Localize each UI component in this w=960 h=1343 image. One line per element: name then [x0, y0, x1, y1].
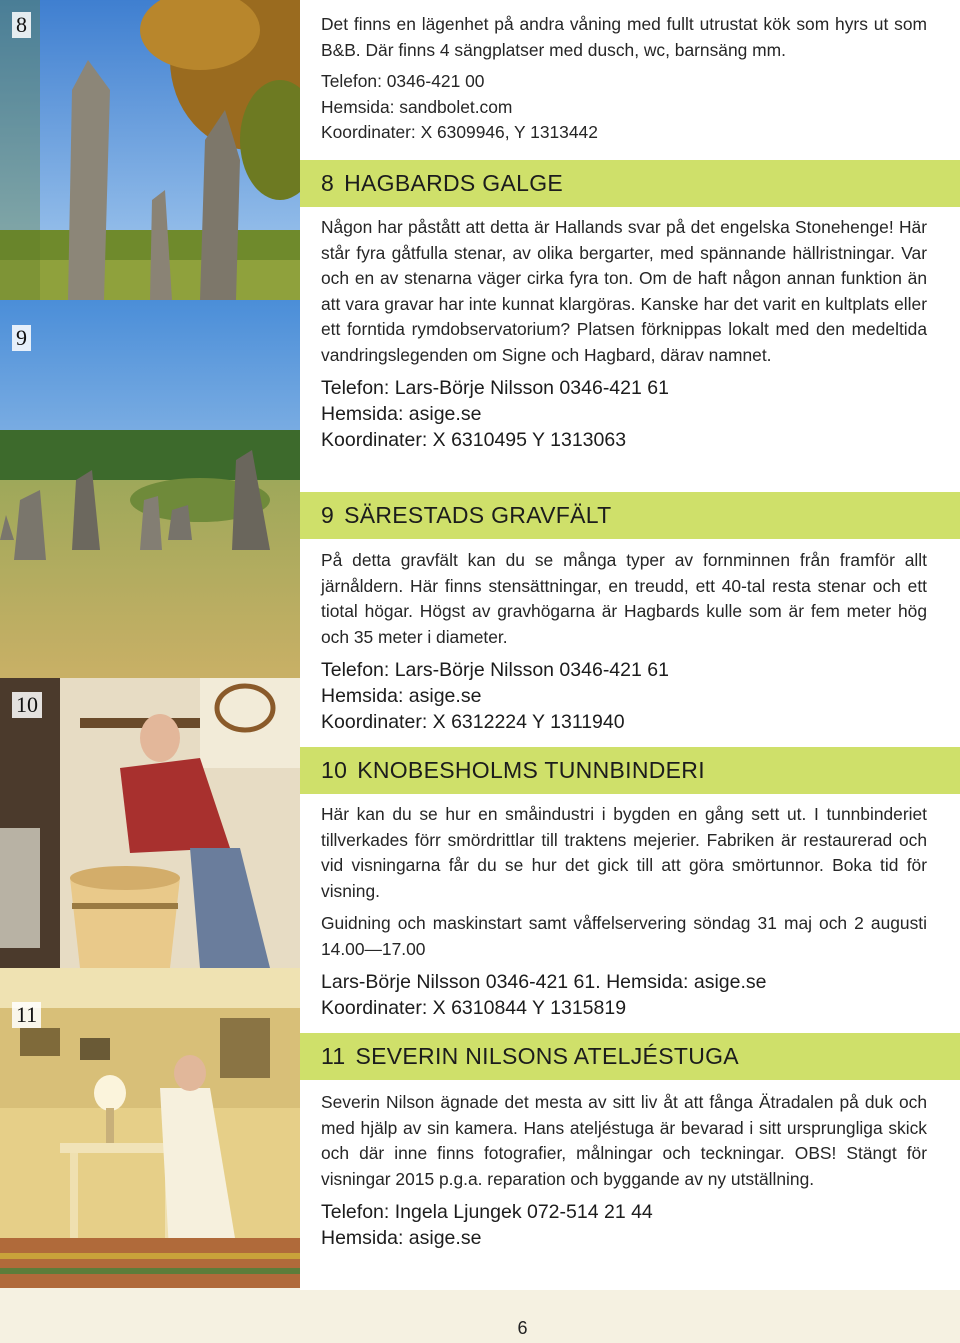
content-column [300, 0, 960, 1290]
section-phone: Lars-Börje Nilsson 0346-421 61. Hemsida: asige.se [321, 971, 767, 993]
section-event-info: Guidning och maskinstart samt våffelservering söndag 31 maj och 2 augusti 14.00—17.00 [321, 913, 927, 959]
section-title: SÄRESTADS GRAVFÄLT [344, 502, 612, 528]
section-title: HAGBARDS GALGE [344, 170, 564, 196]
intro-coordinates: Koordinater: X 6309946, Y 1313442 [321, 122, 598, 142]
section-body-10 [321, 802, 927, 1021]
photo-number: 11 [12, 1002, 41, 1028]
section-coordinates: Koordinater: X 6312224 Y 1311940 [321, 711, 625, 733]
section-number: 8 [321, 170, 335, 196]
section-description: Här kan du se hur en småindustri i bygden en gång sett ut. I tunnbinderiet tillverkades förr smördrittlar till traktens mejerier. Fabriken är restaurerad och vid visningarna får du se hur det gick till att göra smörtunnor. Boka tid för visning. [321, 804, 927, 901]
section-description: Severin Nilson ägnade det mesta av sitt liv åt att fånga Ätradalen på duk och med hjälp av sin kamera. Hans ateljéstuga är bevarad i sitt ursprungliga skick och där inne finns fotografier, målningar och teckningar. OBS! Stängt för visningar 2015 p.g.a. reparation och byggande av ny utställning. [321, 1092, 927, 1189]
intro-text: Det finns en lägenhet på andra våning med fullt utrustat kök som hyrs ut som B&B. Där finns 4 sängplatser med dusch, wc, barnsäng mm. [321, 14, 927, 60]
section-description: På detta gravfält kan du se många typer av fornminnen från framför allt järnåldern. Här finns stensättningar, en treudd, ett 40-tal resta stenar och ett tiotal högar. Högst av gravhögarna är Hagbards kulle som är fem meter hög och 35 meter i diameter. [321, 550, 927, 647]
section-phone: Telefon: Ingela Ljungek 072-514 21 44 [321, 1201, 653, 1223]
photo-hagbards-galge [0, 0, 300, 300]
section-website: Hemsida: asige.se [321, 685, 482, 707]
section-website: Hemsida: asige.se [321, 403, 482, 425]
section-website: Hemsida: asige.se [321, 1227, 482, 1249]
section-number: 10 [321, 757, 348, 783]
section-coordinates: Koordinater: X 6310495 Y 1313063 [321, 429, 627, 451]
photo-number: 9 [12, 325, 31, 351]
section-description: Någon har påstått att detta är Hallands svar på det engelska Stonehenge! Här står fyra gåtfulla stenar, av olika bergarter, med spännande hällristningar. Var och en av stenarna väger cirka fyra ton. Om de haft någon annan funktion än att vara gravar har inte kunnat klargöras. Kanske har det varit en kultplats eller ett forntida rymdobservatorium? Platsen förknippas lokalt med den medeltida vandringslegenden om Signe och Hagbard, därav namnet. [321, 217, 927, 365]
intro-website: Hemsida: sandbolet.com [321, 96, 513, 117]
photo-number: 10 [12, 692, 42, 718]
intro-phone: Telefon: 0346-421 00 [321, 71, 485, 91]
section-heading-9 [300, 492, 960, 539]
section-heading-11 [300, 1033, 960, 1080]
section-coordinates: Koordinater: X 6310844 Y 1315819 [321, 997, 627, 1019]
section-heading-8 [300, 160, 960, 207]
page-number: 6 [517, 1318, 528, 1338]
section-body-8 [321, 215, 927, 453]
section-number: 11 [321, 1043, 346, 1069]
photo-number: 8 [12, 12, 31, 38]
intro-block [321, 12, 927, 146]
section-phone: Telefon: Lars-Börje Nilsson 0346-421 61 [321, 377, 669, 399]
section-title: SEVERIN NILSONS ATELJÉSTUGA [355, 1043, 739, 1069]
section-title: KNOBESHOLMS TUNNBINDERI [357, 757, 705, 783]
photo-sarestads-gravfalt [0, 300, 300, 678]
section-heading-10 [300, 747, 960, 794]
photo-severin-nilsons-ateljestuga [0, 968, 300, 1288]
section-body-11 [321, 1090, 927, 1251]
photo-knobesholms-tunnbinderi [0, 678, 300, 968]
section-phone: Telefon: Lars-Börje Nilsson 0346-421 61 [321, 659, 669, 681]
section-number: 9 [321, 502, 335, 528]
section-body-9 [321, 548, 927, 735]
photo-column [0, 0, 300, 1288]
